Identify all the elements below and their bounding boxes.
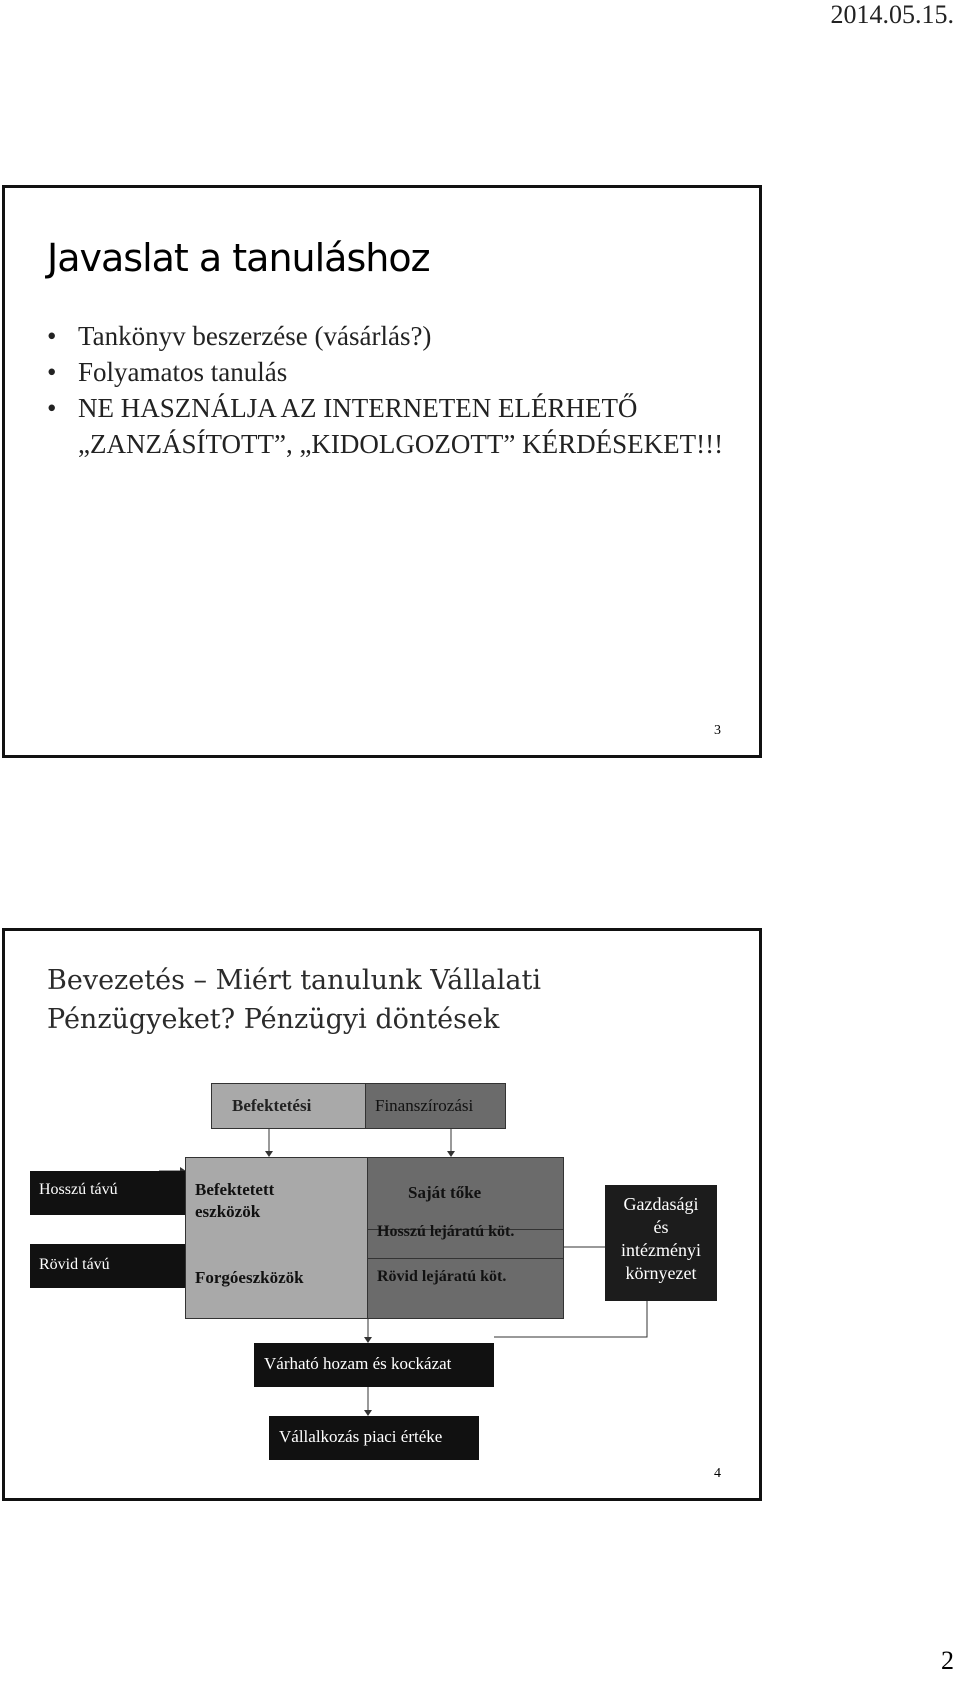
- investing-decision-box: Befektetési: [211, 1083, 368, 1129]
- page-number: 2: [941, 1646, 954, 1675]
- bullet-list: [47, 318, 723, 462]
- environment-line4: környezet: [625, 1263, 697, 1283]
- short-term-box: Rövid távú: [30, 1244, 185, 1288]
- environment-line3: intézményi: [621, 1240, 701, 1260]
- liabilities-box: [367, 1157, 564, 1319]
- bullet-item: [47, 318, 723, 354]
- bullet-item: [47, 390, 723, 462]
- bullet-text-continuation: „ZANZÁSÍTOTT”, „KIDOLGOZOTT” KÉRDÉSEKET!!!: [78, 429, 724, 459]
- bullet-item: [47, 354, 723, 390]
- slide-3: [2, 185, 762, 758]
- short-term-liabilities-label: Rövid lejáratú köt.: [377, 1268, 507, 1285]
- bullet-icon: •: [47, 393, 57, 423]
- market-value-box: Vállalkozás piaci értéke: [269, 1416, 479, 1460]
- bullet-icon: •: [47, 321, 57, 351]
- fixed-assets-line1: Befektetett: [195, 1180, 275, 1199]
- return-risk-box: Várható hozam és kockázat: [254, 1343, 494, 1387]
- slide-title-line2: Pénzügyeket? Pénzügyi döntések: [47, 1004, 500, 1035]
- slide-title-line1: Bevezetés – Miért tanulunk Vállalati: [47, 965, 541, 996]
- current-assets-label: Forgóeszközök: [195, 1268, 304, 1287]
- slide-4: [2, 928, 762, 1501]
- environment-line1: Gazdasági: [623, 1194, 699, 1214]
- header-date: 2014.05.15.: [830, 0, 954, 29]
- divider: [368, 1258, 563, 1259]
- assets-box: [185, 1157, 368, 1319]
- bullet-text: Folyamatos tanulás: [78, 357, 288, 387]
- environment-box: [605, 1185, 717, 1301]
- environment-line2: és: [653, 1217, 669, 1237]
- bullet-icon: •: [47, 357, 57, 387]
- fixed-assets-line2: eszközök: [195, 1202, 261, 1221]
- equity-label: Saját tőke: [408, 1183, 482, 1202]
- long-term-liabilities-label: Hosszú lejáratú köt.: [377, 1223, 515, 1240]
- slide-number: 4: [714, 1466, 721, 1481]
- slide-title: Javaslat a tanuláshoz: [47, 236, 430, 280]
- financing-decision-box: Finanszírozási: [365, 1083, 506, 1129]
- slide-number: 3: [714, 723, 721, 738]
- fixed-assets-label: [195, 1179, 274, 1223]
- bullet-text: Tankönyv beszerzése (vásárlás?): [78, 321, 432, 351]
- bullet-text: NE HASZNÁLJA AZ INTERNETEN ELÉRHETŐ: [78, 393, 638, 423]
- long-term-box: Hosszú távú: [30, 1171, 185, 1215]
